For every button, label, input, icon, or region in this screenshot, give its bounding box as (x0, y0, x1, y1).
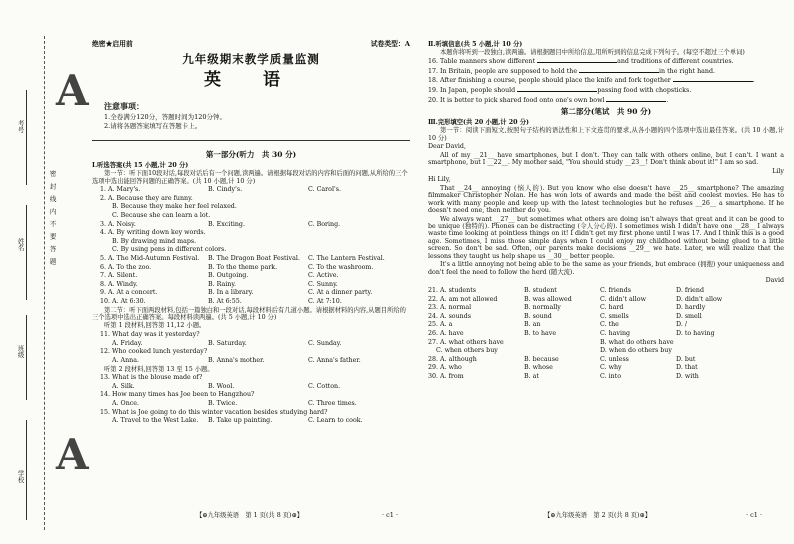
letter-salutation-1: Dear David, (428, 143, 466, 151)
notes-box (104, 102, 404, 132)
letter-paragraph-4: It's a little annoying not being able to be the same as your friends, but embrace (拥抱) your uniqueness and don't feel the need to follow the herd (随大流). (428, 261, 784, 276)
answer-row: C. when others buy D. when do others buy (436, 347, 672, 355)
question-row: 6. A. To the zoo. B. To the theme park. C. To the washroom. (100, 263, 374, 271)
name-line (26, 205, 27, 300)
question-row: C. By using pens in different colors. (112, 246, 227, 254)
paper-type-letter-top: A (56, 66, 89, 115)
question-11: 11. What day was it yesterday? (100, 331, 200, 339)
section-one-heading: Ⅰ.听选答案(共 15 小题,计 20 分) (92, 161, 189, 169)
page-footer-right: 【⊕九年级英语 第 2 页(共 8 页)⊕】 (544, 512, 652, 519)
answer-row: 22. A. am not allowed B. was allowed C. didn't allow D. didn't allow (428, 295, 723, 303)
question-row: 8. A. Windy. B. Rainy. C. Sunny. (100, 280, 338, 288)
question-row: A. Friday. B. Saturday. C. Sunday. (112, 339, 342, 347)
question-16: 16. Table manners show different and traditions of different countries. (428, 57, 734, 65)
class-line (26, 315, 27, 400)
question-row: 4. A. By writing down key words. (100, 229, 206, 237)
question-12: 12. Who cooked lunch yesterday? (100, 348, 208, 356)
question-row: 3. A. Noisy. B. Exciting. C. Boring. (100, 220, 341, 228)
question-row: 10. A. At 6:30. B. At 6:55. C. At 7:10. (100, 298, 342, 306)
exam-title: 九年级期末教学质量监测 (182, 52, 320, 66)
school-label: 学校 (16, 470, 25, 483)
question-20: 20. It is better to pick shared food onto one's own bowl . (428, 96, 669, 104)
answer-row: 25. A. a B. an C. the D. / (428, 321, 687, 329)
note-item: 2.请将各题答案填写在答题卡上。 (104, 122, 202, 131)
letter-signature-2: David (765, 276, 784, 284)
part-one-heading: 第一部分(听力 共 30 分) (205, 150, 297, 159)
left-column (92, 147, 410, 426)
question-row: A. Travel to the West Lake. B. Take up painting. C. Learn to cook. (112, 417, 363, 425)
binding-margin (0, 0, 88, 544)
paper-type-letter-bottom: A (56, 430, 89, 479)
exam-no-label: 考号 (16, 120, 25, 133)
letter-paragraph-2: That __24__ annoying (恼人的). But you know who else doesn't have __25__ smartphone? The amazing filmmaker Christopher Nolan. He has won lots of awards and made the best and coolest movies. He has to work with many people and keep up with the latest technologies but he refuses __26__ a smartphone. If he doesn't need one, then neither do you. (428, 184, 784, 215)
confidential-mark: 绝密★启用前 (92, 40, 133, 48)
question-row: B. Because they make her feel relaxed. (112, 203, 237, 211)
material-one-label: 听第 1 段材料,回答第 11,12 小题。 (104, 322, 206, 330)
question-17: 17. In Britain, people are supposed to hold the in the right hand. (428, 67, 715, 75)
page-footer-left: 【⊕九年级英语 第 1 页(共 8 页)⊕】 (196, 512, 304, 519)
question-row: B. By drawing mind maps. (112, 237, 197, 245)
answer-options (428, 287, 784, 380)
question-row: 1. A. Mary's. B. Cindy's. C. Carol's. (100, 186, 341, 194)
section-two-instructions: 本题你将听到一段独白,读两遍。请根据题目中所给信息,用所听到的信息完成下列句子。(每空不超过三个单词) (440, 49, 745, 57)
question-row: 5. A. The Mid-Autumn Festival. B. The Dragon Boat Festival. C. The Lantern Festival. (100, 254, 385, 262)
section-two-heading: Ⅱ.听填信息(共 5 小题,计 10 分) (428, 41, 523, 48)
exam-subject: 英 语 (204, 70, 298, 90)
question-13: 13. What is the blouse made of? (100, 374, 203, 382)
question-row: C. Because she can learn a lot. (112, 211, 211, 219)
exam-no-line (26, 90, 27, 185)
question-row: A. Silk. B. Wool. C. Cotton. (112, 382, 341, 390)
section-one-instructions: 第一节：听下面10段对话,每段对话后有一个问题,读两遍。请根据每段对话的内容和后面的问题,从所给的三个选项中选出能回答问题的正确答案。(共 10 小题,计 10 分) (92, 170, 408, 185)
answer-row: 26. A. have B. to have C. having D. to having (428, 329, 715, 337)
question-row: A. Once. B. Twice. C. Three times. (112, 399, 357, 407)
page-dot-left: · c1 · (382, 511, 399, 519)
question-row: 9. A. At a concert. B. In a library. C. At a dinner party. (100, 289, 373, 297)
letter-paragraph-3: We always want __27__ but sometimes what others are doing isn't always that great and it can be good to be unique (独特的). Phones can be distracting (令人分心的). I sometimes wish I didn't have one __28__ I always waste time looking at pointless things on it! I didn't get my first phone until I was 17. And I think this is a good age. Sometimes, I miss those simple days when I could enjoy my childhood without being glued to a little screen. So don't be sad. Often, our parents make decisions __29__ we hate. Later, we will realize that the lessons they taught us help shape us __30__ better people. (428, 215, 784, 260)
paper-type: 试卷类型：A (370, 40, 410, 48)
section-three-instructions: 第一节：阅读下面短文,按照句子结构的语法性和上下文连贯的要求,从各小题的四个选项中选出最佳答案。(共 10 小题,计 10 分) (428, 127, 784, 142)
page-dot-right: · c1 · (746, 511, 763, 519)
seal-notice: 密 封 线 内 不 要 答 题 (48, 170, 57, 267)
question-row: 7. A. Silent. B. Outgoing. C. Active. (100, 272, 339, 280)
question-18: 18. After finishing a course, people should place the knife and fork together . (428, 77, 755, 85)
paper-header (92, 40, 410, 50)
section-one-part-two-instructions: 第二节：听下面两段材料,包括一篇独白和一段对话,每段材料后有几道小题。请根据材料的内容,从题目所给的三个选项中选出正确答案。每段材料读两遍。(共 5 小题,计 10 分) (92, 306, 406, 322)
notes-heading: 注意事项： (104, 101, 144, 111)
answer-row: 23. A. normal B. normally C. hard D. hardly (428, 304, 706, 312)
question-row: A. Anna. B. Anna's mother. C. Anna's father. (112, 356, 361, 364)
name-label: 姓名 (16, 238, 25, 251)
part-two-heading: 第二部分(笔试 共 90 分) (560, 107, 652, 117)
answer-row: 30. A. from B. at C. into D. with (428, 372, 699, 380)
class-label: 班级 (16, 345, 25, 358)
seal-dashed-line (44, 36, 45, 530)
answer-row: 21. A. students B. student C. friends D. friend (428, 287, 704, 295)
header-separator (92, 140, 410, 141)
answer-row: 27. A. what others have B. what do others have (428, 338, 674, 346)
right-column (428, 40, 784, 381)
answer-row: 28. A. although B. because C. unless D. but (428, 355, 696, 363)
material-two-label: 听第 2 段材料,回答第 13 至 15 小题。 (104, 365, 214, 373)
note-item: 1.全卷满分120分，答题时间为120分钟。 (104, 113, 227, 122)
letter-paragraph-1: All of my __21__ have smartphones, but I don't. They can talk with others online, but I can't. I want a smartphone, but I __22__. My mother said, "You should study __23__! Don't think about it!" I am so sad. (428, 151, 784, 167)
question-19: 19. In Japan, people should passing food with chopsticks. (428, 87, 692, 94)
answer-row: 29. A. who B. whose C. why D. that (428, 364, 698, 372)
answer-row: 24. A. sounds B. sound C. smells D. smell (428, 312, 702, 320)
letter-salutation-2: Hi Lily, (428, 176, 451, 184)
section-three-heading: Ⅲ.完形填空(共 20 小题,计 20 分) (428, 118, 529, 126)
school-line (26, 420, 27, 520)
letter-signature-1: Lily (772, 167, 784, 175)
question-row: 2. A. Because they are funny. (100, 194, 193, 202)
question-14: 14. How many times has Joe been to Hangzhou? (100, 391, 255, 399)
question-15: 15. What is Joe going to do this winter vacation besides studying hard? (100, 408, 328, 416)
